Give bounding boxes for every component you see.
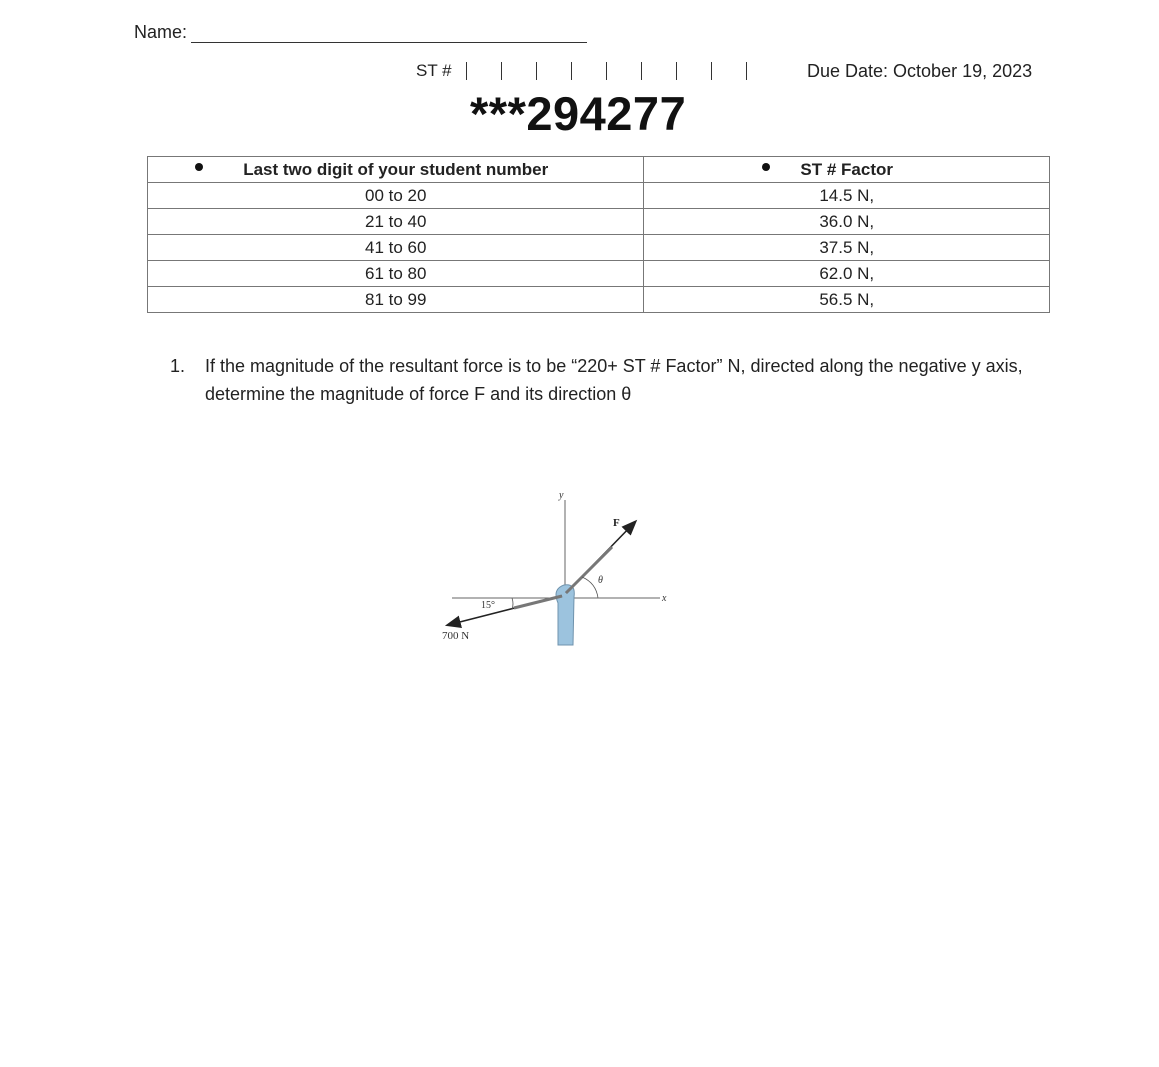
question-number: 1.	[170, 356, 186, 376]
table-cell-factor: 14.5 N,	[644, 183, 1050, 209]
table-cell-factor: 62.0 N,	[644, 261, 1050, 287]
header-st-factor: ST # Factor	[800, 159, 894, 179]
st-label: ST #	[416, 61, 452, 80]
theta-label: θ	[598, 575, 603, 586]
table-cell-range: 61 to 80	[148, 261, 644, 287]
force-700n-label: 700 N	[442, 630, 470, 642]
student-number: ***294277	[470, 87, 687, 140]
table-cell-range: 41 to 60	[148, 235, 644, 261]
st-digit-boxes[interactable]	[466, 62, 747, 80]
table-cell-range: 21 to 40	[148, 209, 644, 235]
table-cell-factor: 56.5 N,	[644, 287, 1050, 313]
name-input-line[interactable]	[191, 22, 587, 43]
table-header-cell	[148, 157, 644, 183]
angle-label: 15°	[481, 600, 495, 611]
table-cell-range: 81 to 99	[148, 287, 644, 313]
due-date: Due Date: October 19, 2023	[807, 61, 1033, 81]
cable-f	[566, 547, 612, 593]
st-digit-box[interactable]	[641, 62, 676, 80]
x-axis-label: x	[662, 593, 667, 604]
angle-arc	[512, 598, 513, 609]
table-cell-factor: 37.5 N,	[644, 235, 1050, 261]
table-row	[148, 235, 1050, 261]
student-number-row	[416, 61, 747, 81]
table-row	[148, 183, 1050, 209]
name-label: Name:	[134, 22, 188, 42]
post-shape	[556, 585, 574, 645]
table-row	[148, 287, 1050, 313]
st-digit-box-end	[746, 62, 747, 80]
st-digit-box[interactable]	[711, 62, 746, 80]
st-digit-box[interactable]	[501, 62, 536, 80]
st-digit-box[interactable]	[606, 62, 641, 80]
table-row	[148, 209, 1050, 235]
theta-arc	[582, 577, 598, 598]
header-student-number: Last two digit of your student number	[243, 159, 549, 179]
st-digit-box[interactable]	[571, 62, 606, 80]
force-f-label: F	[613, 517, 620, 529]
question-text: If the magnitude of the resultant force is to be “220+ ST # Factor” N, directed along the negative y axis, determine the magnitude of force F and its direction θ	[205, 356, 1023, 404]
table-cell-factor: 36.0 N,	[644, 209, 1050, 235]
question-1	[170, 352, 1050, 408]
st-digit-box[interactable]	[466, 62, 501, 80]
table-header-cell	[644, 157, 1050, 183]
name-row	[134, 22, 587, 43]
table-header-row	[148, 157, 1050, 183]
y-axis-label: y	[559, 490, 564, 501]
table-cell-range: 00 to 20	[148, 183, 644, 209]
bullet-icon	[195, 163, 203, 171]
st-digit-box[interactable]	[536, 62, 571, 80]
force-diagram	[430, 485, 690, 655]
factor-table	[147, 156, 1050, 313]
table-row	[148, 261, 1050, 287]
st-digit-box[interactable]	[676, 62, 711, 80]
